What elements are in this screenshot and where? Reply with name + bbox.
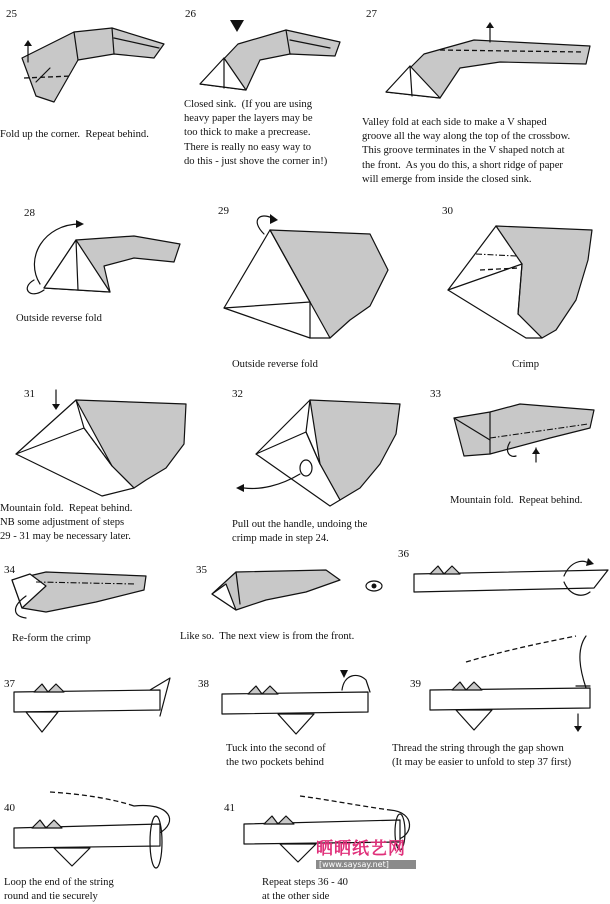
- step-number: 26: [185, 8, 196, 20]
- step-number: 36: [398, 548, 409, 560]
- step-number: 33: [430, 388, 441, 400]
- step-number: 39: [410, 678, 421, 690]
- step-32-diagram: [230, 394, 400, 512]
- step-number: 37: [4, 678, 15, 690]
- step-34-diagram: [6, 566, 156, 626]
- step-number: 38: [198, 678, 209, 690]
- step-36-diagram: [410, 552, 610, 612]
- step-caption: Repeat steps 36 - 40 at the other side: [262, 877, 348, 903]
- step-30-diagram: [446, 220, 596, 350]
- step-39-diagram: [426, 630, 610, 740]
- step-38-diagram: [218, 664, 388, 744]
- step-caption: Thread the string through the gap shown (It may be easier to unfold to step 37 first): [392, 743, 572, 769]
- step-35-diagram: [206, 564, 386, 624]
- step-caption: Mountain fold. Repeat behind. NB some adjustment of steps 29 - 31 may be necessary later.: [0, 503, 133, 543]
- step-caption: Fold up the corner. Repeat behind.: [0, 129, 149, 140]
- step-37-diagram: [10, 676, 180, 746]
- step-number: 32: [232, 388, 243, 400]
- watermark: [316, 834, 416, 869]
- step-number: 41: [224, 802, 235, 814]
- step-caption: Closed sink. (If you are using heavy paper the layers may be too thick to make a precrease. There is really no easy way to do this - just shove the corner in!): [184, 99, 328, 167]
- step-caption: Outside reverse fold: [232, 359, 318, 370]
- step-27-diagram: [380, 16, 600, 106]
- step-number: 40: [4, 802, 15, 814]
- watermark-site-name: 晒晒纸艺网: [316, 839, 406, 859]
- step-40-diagram: [10, 782, 190, 882]
- step-number: 34: [4, 564, 15, 576]
- step-number: 31: [24, 388, 35, 400]
- step-caption: Mountain fold. Repeat behind.: [450, 495, 583, 506]
- step-caption: Crimp: [512, 359, 540, 370]
- step-caption: Pull out the handle, undoing the crimp made in step 24.: [232, 519, 368, 545]
- step-caption: Like so. The next view is from the front.: [180, 631, 355, 642]
- step-number: 35: [196, 564, 207, 576]
- step-number: 27: [366, 8, 377, 20]
- step-caption: Tuck into the second of the two pockets behind: [226, 743, 326, 769]
- step-number: 29: [218, 205, 229, 217]
- step-29-diagram: [220, 210, 400, 350]
- step-number: 28: [24, 207, 35, 219]
- step-33-diagram: [450, 398, 610, 468]
- step-number: 30: [442, 205, 453, 217]
- step-25-diagram: [14, 18, 184, 108]
- step-caption: Loop the end of the string round and tie securely: [4, 877, 114, 903]
- step-caption: Re-form the crimp: [12, 633, 91, 644]
- step-31-diagram: [16, 384, 196, 502]
- step-caption: Outside reverse fold: [16, 313, 102, 324]
- step-number: 25: [6, 8, 17, 20]
- step-28-diagram: [14, 218, 194, 308]
- watermark-url: [www.saysay.net]: [316, 860, 416, 869]
- step-caption: Valley fold at each side to make a V shaped groove all the way along the top of the crossbow. This groove terminates in the V shaped notch at the front. As you do this, a short ridge of paper will emerge from inside the closed sink.: [362, 117, 571, 185]
- step-26-diagram: [190, 14, 350, 100]
